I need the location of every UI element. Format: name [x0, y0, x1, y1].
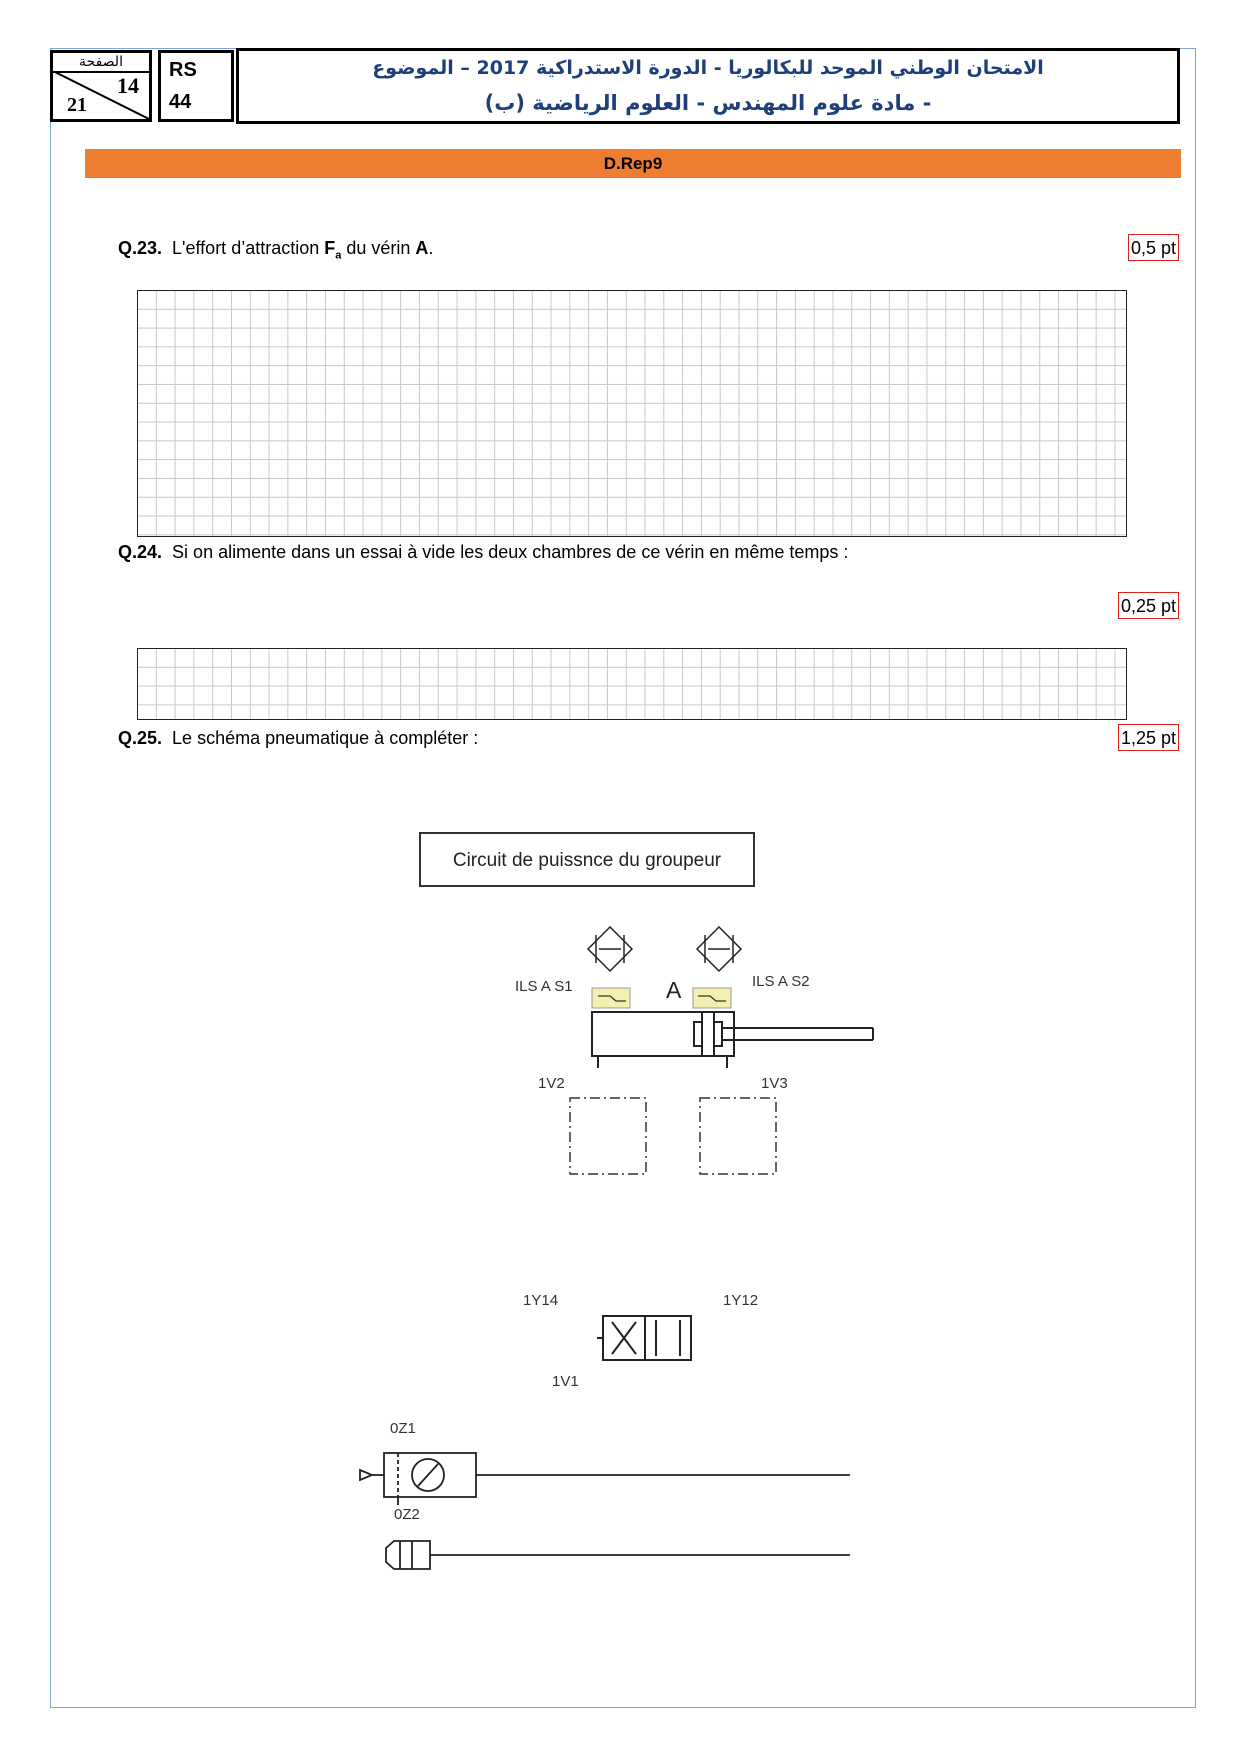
force-subscript: a	[335, 249, 342, 262]
source-2-label: 0Z2	[394, 1506, 420, 1523]
force-symbol: F	[324, 238, 336, 258]
valve-right-label: 1V3	[761, 1075, 788, 1092]
sensor-left-label: ILS A S1	[515, 978, 573, 995]
question-text: L'effort d’attraction	[172, 238, 325, 258]
valve-placeholder-left	[570, 1098, 646, 1174]
question-text-middle: du vérin	[341, 238, 416, 258]
question-number: Q.24.	[118, 542, 163, 562]
diagram-title: Circuit de puissnce du groupeur	[452, 850, 722, 871]
source-1-label: 0Z1	[390, 1420, 416, 1437]
page-total: 21	[67, 94, 87, 116]
cylinder-ref: A	[415, 238, 429, 258]
section-banner: D.Rep9	[85, 149, 1181, 178]
sensor-right-label: ILS A S2	[752, 973, 810, 990]
exam-code-bottom: 44	[169, 91, 192, 113]
points-badge: 0,25 pt	[1118, 592, 1179, 619]
distributor-valve-icon	[597, 1316, 691, 1360]
distributor-left-label: 1Y14	[523, 1292, 559, 1309]
valve-left-label: 1V2	[538, 1075, 565, 1092]
frl-unit-icon	[360, 1453, 850, 1505]
sensor-diamond-right-icon	[697, 927, 741, 971]
exhaust-unit-icon	[386, 1541, 850, 1569]
page-number: 14	[117, 73, 139, 98]
distributor-right-label: 1Y12	[723, 1292, 759, 1309]
question-number: Q.23.	[118, 238, 163, 258]
cylinder-body	[592, 1012, 873, 1068]
exam-code-top: RS	[169, 59, 197, 81]
question-text: Si on alimente dans un essai à vide les deux chambres de ce vérin en même temps :	[172, 542, 849, 562]
points-badge: 1,25 pt	[1118, 724, 1179, 751]
question-text-end: .	[428, 238, 434, 258]
distributor-label: 1V1	[552, 1373, 579, 1390]
points-badge: 0,5 pt	[1128, 234, 1179, 261]
exam-title-line1: الامتحان الوطني الموحد للبكالوريا - الدورة الاستدراكية 2017 – الموضوع	[372, 57, 1044, 79]
question-number: Q.25.	[118, 728, 163, 748]
sensor-diamond-left-icon	[588, 927, 632, 971]
valve-placeholder-right	[700, 1098, 776, 1174]
page-label: الصفحة	[53, 53, 149, 73]
sensor-switch-left	[592, 988, 630, 1008]
cylinder-label: A	[666, 977, 682, 1003]
exam-title-line2: - مادة علوم المهندس - العلوم الرياضية (ب)	[484, 91, 932, 115]
question-text: Le schéma pneumatique à compléter :	[172, 728, 479, 748]
